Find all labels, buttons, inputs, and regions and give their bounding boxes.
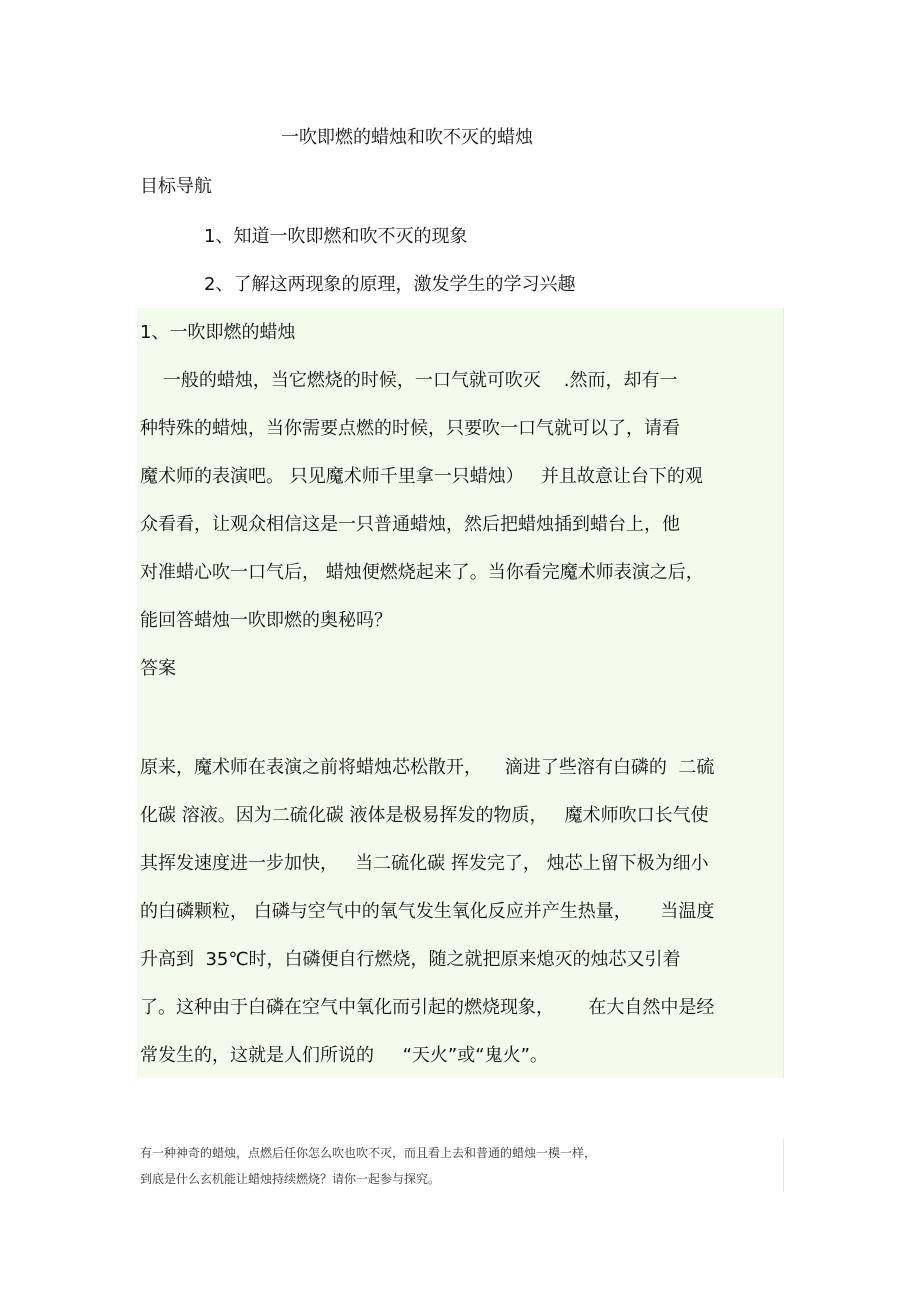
answer-line: 升高到 35℃时，白磷便自行燃烧，随之就把原来熄灭的烛芯又引着 [140, 949, 681, 970]
answer-line: 的白磷颗粒， 白磷与空气中的氧气发生氧化反应并产生热量， 当温度 [140, 901, 715, 922]
answer-line: 原来，魔术师在表演之前将蜡烛芯松散开， 滴进了些溶有白磷的 二硫 [140, 757, 715, 778]
paragraph-line: 魔术师的表演吧。 只见魔术师千里拿一只蜡烛） 并且故意让台下的观 [140, 466, 703, 487]
document-title: 一吹即燃的蜡烛和吹不灭的蜡烛 [281, 127, 533, 148]
answer-line: 化碳 溶液。因为二硫化碳 液体是极易挥发的物质， 魔术师吹口长气使 [140, 805, 709, 826]
answer-line: 了。这种由于白磷在空气中氧化而引起的燃烧现象， 在大自然中是经 [140, 997, 715, 1018]
footer-line: 到底是什么玄机能让蜡烛持续燃烧？请你一起参与探究。 [140, 1172, 441, 1186]
footer-line: 有一种神奇的蜡烛，点燃后任你怎么吹也吹不灭，而且看上去和普通的蜡烛一模一样， [140, 1146, 597, 1160]
paragraph-line: 一般的蜡烛，当它燃烧的时候，一口气就可吹灭 .然而，却有一 [140, 370, 678, 391]
goals-heading: 目标导航 [140, 176, 212, 197]
answer-line: 常发生的，这就是人们所说的 “天火”或“鬼火”。 [140, 1045, 548, 1066]
paragraph-line: 对准蜡心吹一口气后， 蜡烛便燃烧起来了。当你看完魔术师表演之后， [140, 562, 704, 583]
answer-line: 其挥发速度进一步加快， 当二硫化碳 挥发完了， 烛芯上留下极为细小 [140, 853, 709, 874]
paragraph-line: 众看看，让观众相信这是一只普通蜡烛，然后把蜡烛插到蜡台上，他 [140, 514, 680, 535]
goal-item: 2、了解这两现象的原理，激发学生的学习兴趣 [204, 274, 576, 295]
section-heading: 1、一吹即燃的蜡烛 [140, 322, 296, 343]
paragraph-line: 能回答蜡烛一吹即燃的奥秘吗？ [140, 610, 392, 631]
paragraph-line: 种特殊的蜡烛，当你需要点燃的时候，只要吹一口气就可以了，请看 [140, 418, 680, 439]
goal-item: 1、知道一吹即燃和吹不灭的现象 [204, 226, 468, 247]
answer-label: 答案 [140, 658, 176, 679]
